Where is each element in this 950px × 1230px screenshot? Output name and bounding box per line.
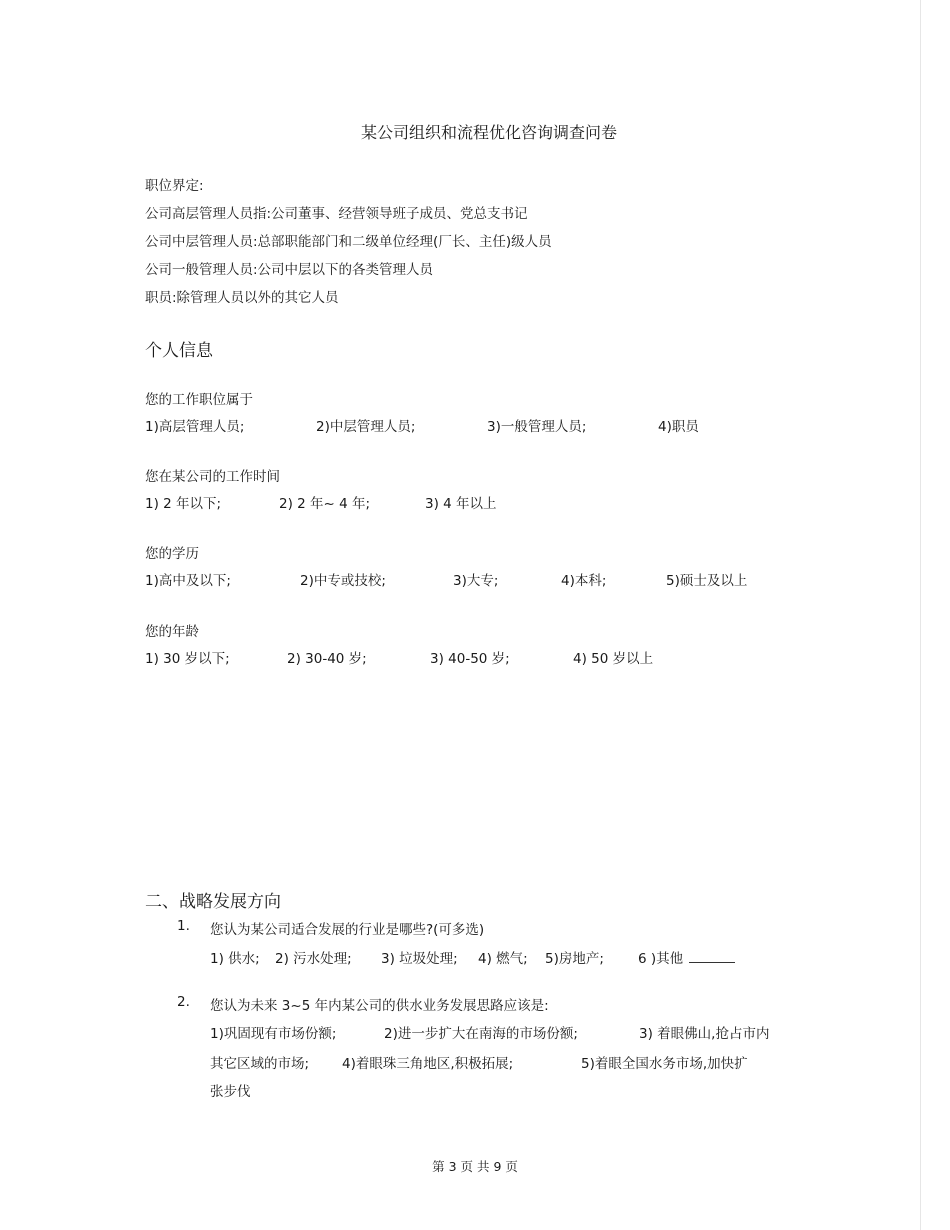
question-number: 1. xyxy=(177,918,190,934)
page-footer: 第 3 页 共 9 页 xyxy=(432,1159,518,1174)
question-label-tenure: 您在某公司的工作时间 xyxy=(145,469,280,485)
option-position-1[interactable]: 1)高层管理人员; xyxy=(145,419,245,435)
option-industry-3[interactable]: 3) 垃圾处理; xyxy=(381,951,458,967)
question-label-position: 您的工作职位属于 xyxy=(145,392,253,408)
option-industry-2[interactable]: 2) 污水处理; xyxy=(275,951,352,967)
definitions-heading: 职位界定: xyxy=(145,178,204,194)
option-industry-4[interactable]: 4) 燃气; xyxy=(478,951,528,967)
option-education-4[interactable]: 4)本科; xyxy=(561,573,607,589)
question-label-education: 您的学历 xyxy=(145,546,199,562)
option-industry-6-label: 6 )其他 xyxy=(638,951,684,967)
option-tenure-2[interactable]: 2) 2 年~ 4 年; xyxy=(279,496,371,512)
option-tenure-1[interactable]: 1) 2 年以下; xyxy=(145,496,222,512)
option-water-1[interactable]: 1)巩固现有市场份额; xyxy=(210,1026,337,1042)
option-water-3[interactable]: 3) 着眼佛山,抢占市内 xyxy=(639,1026,770,1042)
option-position-3[interactable]: 3)一般管理人员; xyxy=(487,419,587,435)
question-label-age: 您的年龄 xyxy=(145,624,199,640)
definition-line: 公司一般管理人员:公司中层以下的各类管理人员 xyxy=(145,262,434,278)
definition-line: 公司中层管理人员:总部职能部门和二级单位经理(厂长、主任)级人员 xyxy=(145,234,552,250)
option-water-5-cont: 张步伐 xyxy=(210,1084,251,1100)
option-age-3[interactable]: 3) 40-50 岁; xyxy=(430,651,510,667)
option-education-2[interactable]: 2)中专或技校; xyxy=(300,573,386,589)
option-age-2[interactable]: 2) 30-40 岁; xyxy=(287,651,367,667)
option-age-1[interactable]: 1) 30 岁以下; xyxy=(145,651,230,667)
question-text-industries: 您认为某公司适合发展的行业是哪些?(可多选) xyxy=(210,922,485,938)
document-title: 某公司组织和流程优化咨询调查问卷 xyxy=(360,123,617,142)
option-industry-5[interactable]: 5)房地产; xyxy=(545,951,604,967)
option-industry-1[interactable]: 1) 供水; xyxy=(210,951,260,967)
option-position-2[interactable]: 2)中层管理人员; xyxy=(316,419,416,435)
page-edge-line xyxy=(920,0,921,1230)
section-heading-personal: 个人信息 xyxy=(145,341,213,361)
option-tenure-3[interactable]: 3) 4 年以上 xyxy=(425,496,497,512)
option-education-5[interactable]: 5)硕士及以上 xyxy=(666,573,748,589)
option-position-4[interactable]: 4)职员 xyxy=(658,419,699,435)
question-number: 2. xyxy=(177,994,190,1010)
question-text-water-strategy: 您认为未来 3~5 年内某公司的供水业务发展思路应该是: xyxy=(210,998,549,1014)
section-heading-strategy: 二、战略发展方向 xyxy=(145,892,281,912)
definition-line: 职员:除管理人员以外的其它人员 xyxy=(145,290,339,306)
definition-line: 公司高层管理人员指:公司董事、经营领导班子成员、党总支书记 xyxy=(145,206,528,222)
other-fill-blank[interactable] xyxy=(689,952,735,963)
option-industry-6[interactable] xyxy=(638,947,735,967)
option-water-2[interactable]: 2)进一步扩大在南海的市场份额; xyxy=(384,1026,578,1042)
option-water-5[interactable]: 5)着眼全国水务市场,加快扩 xyxy=(581,1056,748,1072)
option-education-1[interactable]: 1)高中及以下; xyxy=(145,573,231,589)
option-water-4[interactable]: 4)着眼珠三角地区,积极拓展; xyxy=(342,1056,514,1072)
option-age-4[interactable]: 4) 50 岁以上 xyxy=(573,651,654,667)
option-water-3-cont: 其它区域的市场; xyxy=(210,1056,310,1072)
option-education-3[interactable]: 3)大专; xyxy=(453,573,499,589)
